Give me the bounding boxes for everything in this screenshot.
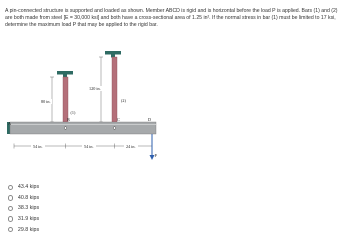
radio-button[interactable] — [8, 206, 13, 211]
answer-option-label: 43.4 kips — [17, 184, 40, 191]
point-b-label: B — [67, 117, 70, 122]
bar1-number-label: (1) — [70, 110, 76, 115]
point-a-label: A — [8, 121, 12, 126]
radio-button[interactable] — [8, 195, 13, 200]
radio-button[interactable] — [8, 227, 13, 232]
pin-b — [64, 127, 67, 130]
support-bar2-top — [105, 51, 121, 58]
radio-button[interactable] — [8, 185, 13, 190]
dim-bc-label: 54 in. — [84, 144, 94, 149]
answer-option-label: 40.8 kips — [17, 194, 40, 201]
pin-c — [113, 127, 116, 130]
problem-statement: A pin-connected structure is supported and loaded as shown. Member ABCD is rigid and is horizontal before the load P is applied. Bars (1) and (2) are both made from steel [E = 30,000 ksi] and both have a cross-sectional area of 1.25 in². If the normal stress in bar (1) must be limited to 17 ksi, determine the maximum load P that may be applied to the rigid bar. — [5, 8, 338, 29]
bar2-length-label: 120 in. — [89, 86, 101, 91]
answer-option-label: 38.3 kips — [17, 205, 40, 212]
answer-option-label: 29.8 kips — [17, 226, 40, 233]
answer-option-label: 31.9 kips — [17, 216, 40, 223]
bar-2 — [112, 57, 117, 122]
answer-option[interactable] — [8, 203, 39, 214]
radio-button[interactable] — [8, 216, 13, 221]
answer-option[interactable] — [8, 182, 39, 193]
load-p-label: P — [154, 153, 157, 158]
point-d-label: D — [148, 117, 152, 122]
bar1-length-label: 80 in. — [41, 99, 51, 104]
answer-options — [8, 182, 39, 235]
dim-ab-label: 54 in. — [33, 144, 43, 149]
answer-option[interactable] — [8, 224, 39, 235]
answer-option[interactable] — [8, 214, 39, 225]
bar2-number-label: (2) — [121, 98, 126, 103]
support-bar1-top — [57, 71, 73, 77]
dim-cd-label: 24 in. — [126, 144, 136, 149]
point-c-label: C — [117, 117, 120, 122]
bar-1 — [63, 77, 68, 122]
answer-option[interactable] — [8, 193, 39, 204]
rigid-bar-abcd — [10, 122, 156, 134]
